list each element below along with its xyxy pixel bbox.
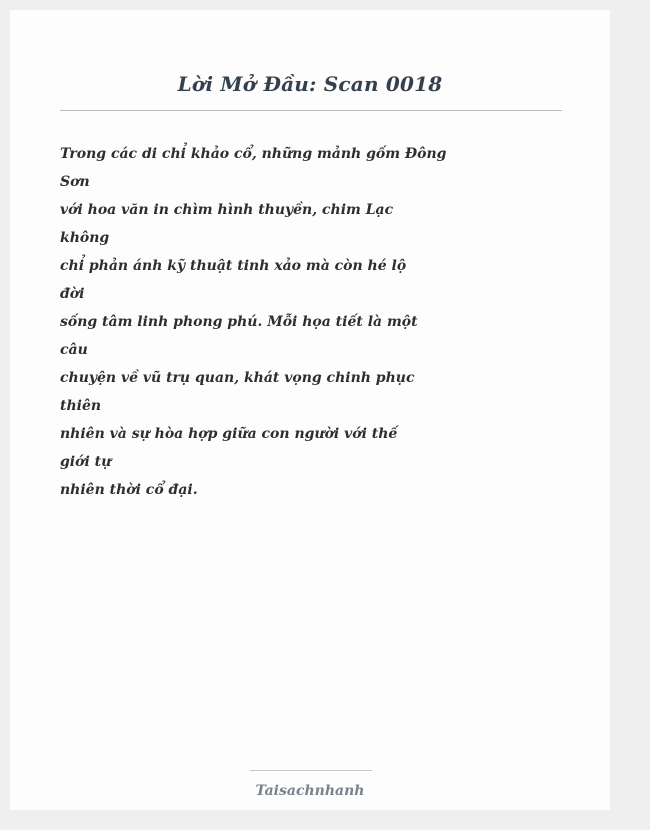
document-page <box>10 10 610 810</box>
body-line: Sơn <box>60 174 90 190</box>
body-line: câu <box>60 342 88 358</box>
title-divider <box>60 110 562 111</box>
footer-divider <box>250 770 372 771</box>
body-line: Trong các di chỉ khảo cổ, những mảnh gốm Đông <box>60 146 447 162</box>
body-line: với hoa văn in chìm hình thuyền, chim Lạc <box>60 202 394 218</box>
body-line: chuyện về vũ trụ quan, khát vọng chinh phục <box>60 370 415 386</box>
body-line: không <box>60 230 110 246</box>
body-line: nhiên thời cổ đại. <box>60 482 198 498</box>
body-line: đời <box>60 286 85 302</box>
body-line: chỉ phản ánh kỹ thuật tinh xảo mà còn hé lộ <box>60 258 407 274</box>
body-line: thiên <box>60 398 102 414</box>
body-line: nhiên và sự hòa hợp giữa con người với thế <box>60 426 398 442</box>
footer-site-name: Taisachnhanh <box>255 783 365 799</box>
body-line: sống tâm linh phong phú. Mỗi họa tiết là một <box>60 314 418 330</box>
body-line: giới tự <box>60 454 112 470</box>
page-title: Lời Mở Đầu: Scan 0018 <box>177 72 443 96</box>
body-text <box>60 140 447 504</box>
